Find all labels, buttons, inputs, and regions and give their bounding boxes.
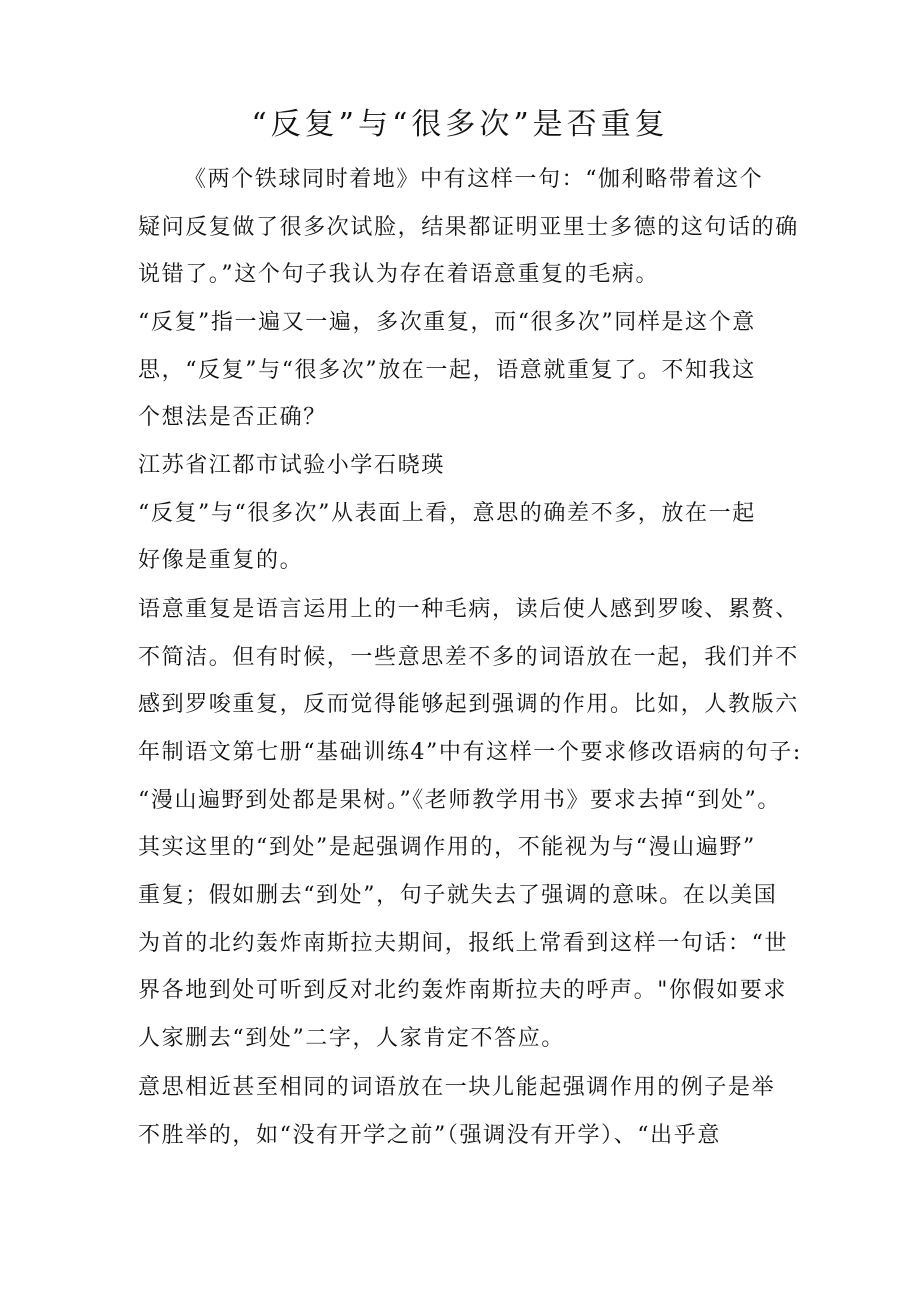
text-line: 说错了。”这个句子我认为存在着语意重复的毛病。 xyxy=(138,262,660,287)
text-line: 重复；假如删去“到处”，句子就失去了强调的意味。在以美国 xyxy=(138,883,778,908)
text-line: 《两个铁球同时着地》中有这样一句：“伽利略带着这个 xyxy=(184,167,764,192)
text-line: 年制语文第七册“基础训练4”中有这样一个要求修改语病的句子: xyxy=(138,740,802,765)
author-line: 江苏省江都市试验小学石晓瑛 xyxy=(138,453,445,478)
text-line: 好像是重复的。 xyxy=(138,548,304,573)
text-line: 疑问反复做了很多次试脸，结果都证明亚里士多德的这句话的确 xyxy=(138,215,799,240)
text-line: 界各地到处可听到反对北约轰炸南斯拉夫的呼声。"你假如要求 xyxy=(138,978,787,1003)
text-line: 个想法是否正确？ xyxy=(138,405,327,430)
text-line: 为首的北约轰炸南斯拉夫期间，报纸上常看到这样一句话：“世 xyxy=(138,931,789,956)
text-line: “反复”与“很多次”从表面上看，意思的确差不多，放在一起 xyxy=(138,501,756,526)
text-line: 不胜举的，如“没有开学之前”（强调没有开学）、“出乎意 xyxy=(138,1123,721,1148)
text-line: 其实这里的“到处”是起强调作用的，不能视为与“漫山遍野” xyxy=(138,835,756,860)
text-line: 语意重复是语言运用上的一种毛病，读后使人感到罗唆、累赘、 xyxy=(138,597,799,622)
text-line: 意思相近甚至相同的词语放在一块儿能起强调作用的例子是举 xyxy=(138,1075,776,1100)
text-line: 人家删去“到处”二字，人家肯定不答应。 xyxy=(138,1026,565,1051)
document-title: “反复”与“很多次”是否重复 xyxy=(251,107,669,142)
text-line: 感到罗唆重复，反而觉得能够起到强调的作用。比如，人教版六 xyxy=(138,692,799,717)
text-line: 思，“反复”与“很多次”放在一起，语意就重复了。不知我这 xyxy=(138,358,756,383)
text-line: “漫山遍野到处都是果树。”《老师教学用书》要求去掉“到处”。 xyxy=(138,788,781,813)
text-line: “反复”指一遍又一遍，多次重复，而“很多次”同样是这个意 xyxy=(138,310,756,335)
text-line: 不简洁。但有时候，一些意思差不多的词语放在一起，我们并不 xyxy=(138,645,799,670)
